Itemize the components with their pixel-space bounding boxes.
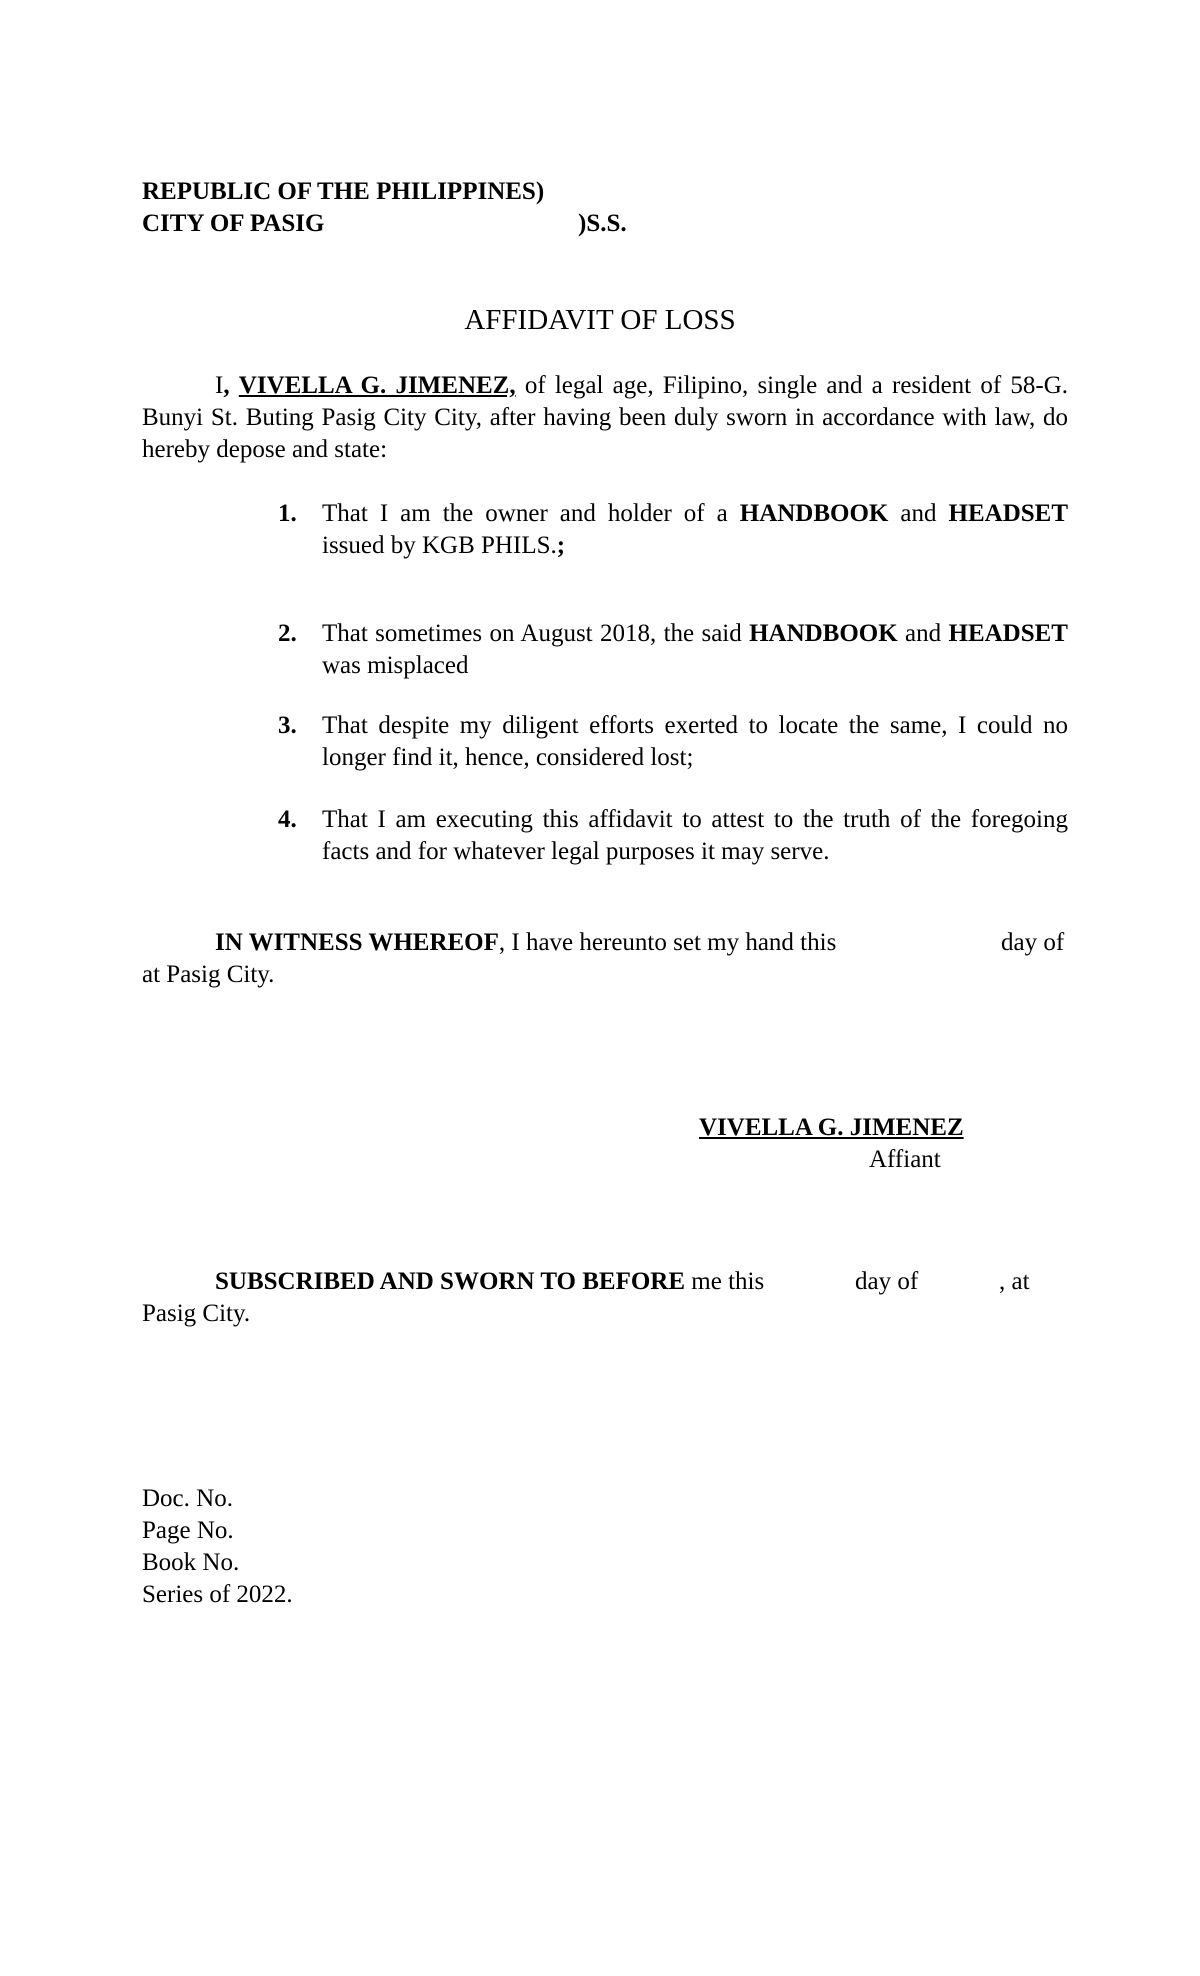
affiant-name-signature: VIVELLA G. JIMENEZ: [699, 1114, 964, 1141]
item-text: That despite my diligent efforts exerted to locate the same, I could no longer find it, hence, considered lost;: [322, 712, 1068, 771]
witness-day-of: day of: [1001, 929, 1065, 956]
jurat-bold: SUBSCRIBED AND SWORN TO BEFORE: [215, 1268, 686, 1295]
item-number: 1.: [278, 500, 297, 527]
list-item: [278, 498, 1068, 562]
doc-no: Doc. No.: [142, 1485, 233, 1512]
item-text: and: [897, 620, 949, 647]
item-text: That I am executing this affidavit to attest to the truth of the foregoing facts and for whatever legal purposes it may serve.: [322, 806, 1068, 865]
jurat-day-of: day of: [855, 1268, 919, 1295]
item-text: That I am the owner and holder of a: [322, 500, 740, 527]
series-of: Series of 2022.: [142, 1581, 293, 1608]
signature-name: [699, 1112, 964, 1144]
item-bold: HEADSET: [948, 500, 1068, 527]
header-republic: REPUBLIC OF THE PHILIPPINES): [142, 178, 545, 205]
item-bold: HANDBOOK: [739, 500, 889, 527]
witness-text: , I have hereunto set my hand this: [498, 929, 837, 956]
header-ss: )S.S.: [578, 210, 627, 237]
item-bold: HEADSET: [948, 620, 1068, 647]
book-no: Book No.: [142, 1549, 240, 1576]
jurat-place: Pasig City.: [142, 1300, 251, 1327]
item-text: issued by KGB PHILS.: [322, 532, 557, 559]
list-item: [278, 618, 1068, 682]
list-item: [278, 710, 1068, 774]
witness-clause: [142, 927, 1068, 959]
jurat-me-this: me this: [685, 1268, 765, 1295]
header-city: CITY OF PASIG: [142, 210, 325, 237]
item-number: 2.: [278, 620, 297, 647]
jurat-at: , at: [999, 1268, 1030, 1295]
item-bold: ;: [556, 532, 566, 559]
intro-paragraph: [142, 370, 1068, 466]
witness-place: at Pasig City.: [142, 961, 275, 988]
item-text: That sometimes on August 2018, the said: [322, 620, 750, 647]
document-title: AFFIDAVIT OF LOSS: [464, 304, 736, 336]
item-number: 3.: [278, 712, 297, 739]
intro-text: of legal age, Filipino, single and a resident of 58-G. Bunyi St. Buting Pasig City City, after having been duly sworn in accordance with law, do hereby depose and state:: [142, 372, 1069, 463]
jurat-clause: [142, 1266, 1068, 1298]
item-bold: HANDBOOK: [749, 620, 898, 647]
intro-pre: I: [215, 372, 224, 399]
signature-role: Affiant: [869, 1146, 941, 1173]
item-number: 4.: [278, 806, 297, 833]
page-no: Page No.: [142, 1517, 234, 1544]
intro-comma: ,: [223, 372, 230, 399]
affiant-name-intro: VIVELLA G. JIMENEZ,: [238, 372, 516, 399]
item-text: and: [888, 500, 949, 527]
witness-bold: IN WITNESS WHEREOF: [215, 929, 499, 956]
item-text: was misplaced: [322, 652, 469, 679]
list-item: [278, 804, 1068, 868]
